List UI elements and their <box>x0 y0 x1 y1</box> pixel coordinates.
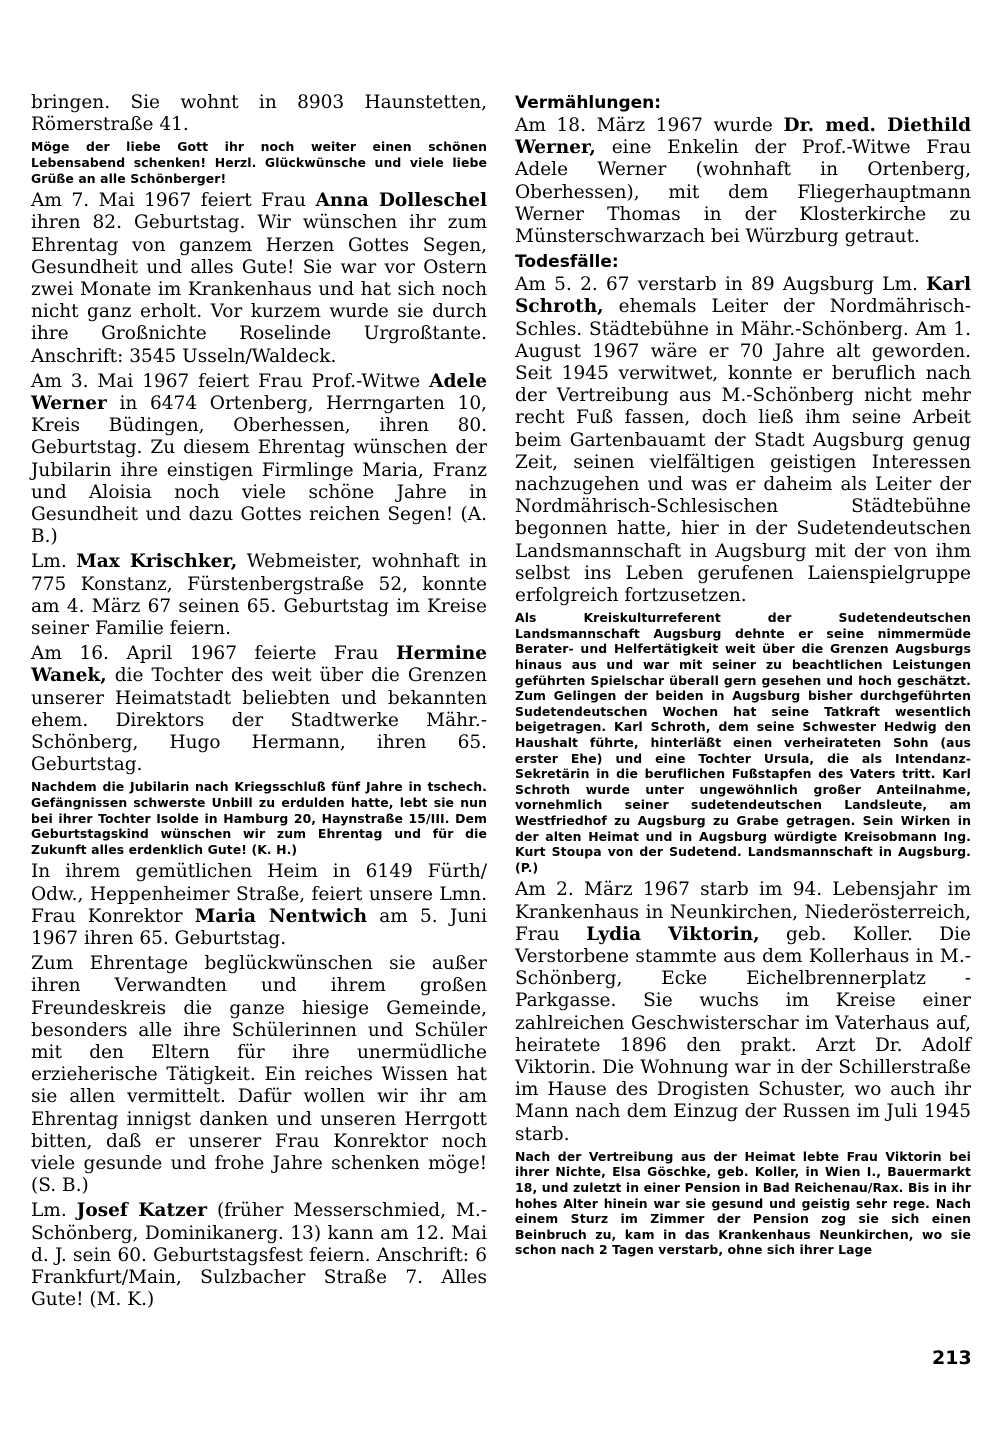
paragraph <box>515 879 971 1145</box>
name-bold: Josef Katzer <box>76 1200 208 1222</box>
small-print-paragraph <box>31 139 487 186</box>
text-run: Nachdem die Jubilarin nach Kriegsschluß fünf Jahre in tschech. Gefängnissen schwerste Unbill zu erdulden hatte, lebt sie nun bei ihrer Tochter Isolde in Hamburg 20, Haynstraße 15/III. Dem Geburtstagskind wünschen wir zum Ehrentag und für die Zukunft alles erdenklich Gute! (K. H.) <box>31 779 487 857</box>
text-run: Am 16. April 1967 feierte Frau <box>31 643 397 665</box>
text-run: In ihrem gemütlichen Heim in 6149 Fürth/ Odw., Heppenheimer Straße, feiert unsere Lmn. Frau Konrektor <box>31 861 487 927</box>
paragraph <box>31 371 487 549</box>
text-run: Vermählungen: <box>515 93 662 113</box>
text-run: Nach der Vertreibung aus der Heimat lebte Frau Viktorin bei ihrer Nichte, Elsa Göschke, geb. Koller, in Wien I., Bauermarkt 18, und zuletzt in einer Pension in Bad Reichenau/Rax. Bis in ihr hohes Alter hinein war sie gesund und geistig sehr rege. Nach einem Sturz im Zimmer der Pension zog sie sich einen Beinbruch zu, kam in das Krankenhaus Neunkirchen, wo sie schon nach 2 Tagen verstarb, ohne sich ihrer Lage <box>515 1148 971 1258</box>
section-heading <box>515 92 971 114</box>
text-run: Webmeister, wohnhaft in 775 Konstanz, Fürstenbergstraße 52, konnte am 4. März 67 seinen 65. Geburtstag im Kreise seiner Familie feiern. <box>31 551 487 640</box>
text-run: (früher Messerschmied, M.-Schönberg, Dominikanerg. 13) kann am 12. Mai d. J. sein 60. Geburtstagsfest feiern. Anschrift: 6 Frankfurt/Main, Sulzbacher Straße 7. Alles Gute! (M. K.) <box>31 1200 488 1311</box>
paragraph <box>31 861 487 950</box>
text-run: Am 2. März 1967 starb im 94. Lebensjahr im Krankenhaus in Neunkirchen, Niederösterreich, Frau <box>515 879 971 945</box>
right-column <box>515 92 971 1262</box>
name-bold: Dr. med. Diethild Werner, <box>515 115 971 159</box>
paragraph <box>31 953 487 1197</box>
paragraph <box>31 92 487 136</box>
left-column <box>31 92 487 1315</box>
name-bold: Maria Nentwich <box>194 905 368 927</box>
text-run: Am 7. Mai 1967 feiert Frau <box>31 190 316 212</box>
text-run: Lm. <box>31 551 77 573</box>
paragraph <box>31 643 487 776</box>
name-bold: Anna Dolleschel <box>315 190 487 212</box>
paragraph <box>31 190 487 368</box>
text-run: die Tochter des weit über die Grenzen unserer Heimatstadt beliebten und bekannten ehem. Direktors der Stadtwerke Mähr.-Schönberg, Hugo Hermann, ihren 65. Geburtstag. <box>31 665 487 776</box>
name-bold: Adele Werner <box>31 370 487 415</box>
small-print-paragraph <box>515 1149 971 1258</box>
name-bold: Hermine Wanek, <box>31 643 487 687</box>
section-heading <box>515 251 971 273</box>
text-run: Todesfälle: <box>515 252 619 273</box>
text-run: Am 18. März 1967 wurde <box>515 115 784 136</box>
paragraph <box>31 1200 487 1311</box>
name-bold: Lydia Viktorin, <box>586 923 760 945</box>
text-run: ihren 82. Geburtstag. Wir wünschen ihr zum Ehrentag von ganzem Herzen Gottes Segen, Gesundheit und alles Gute! Sie war vor Ostern zwei Monate im Krankenhaus und hat sich noch nicht ganz erholt. Vor kurzem wurde sie durch ihre Großnichte Roselinde Urgroßtante. Anschrift: 3545 Usseln/Waldeck. <box>31 212 487 367</box>
paragraph <box>515 115 971 248</box>
small-print-paragraph <box>31 779 487 857</box>
text-run: geb. Koller. Die Verstorbene stammte aus dem Kollerhaus in M.-Schönberg, Ecke Eichelbrennerplatz - Parkgasse. Sie wuchs im Kreise einer zahlreichen Geschwisterschar im Vaterhaus auf, heiratete 1896 den prakt. Arzt Dr. Adolf Viktorin. Die Wohnung war in der Schillerstraße im Hause des Drogisten Schuster, wo auch ihr Mann nach dem Einzug der Russen im Juli 1945 starb. <box>515 923 971 1145</box>
page-number: 213 <box>932 1347 972 1369</box>
text-run: in 6474 Ortenberg, Herrngarten 10, Kreis Büdingen, Oberhessen, ihren 80. Geburtstag. Zu diesem Ehrentag wünschen der Jubilarin ihre einstigen Firmlinge Maria, Franz und Aloisia noch viele schöne Jahre in Gesundheit und dazu Gottes reichen Segen! (A. B.) <box>31 393 487 548</box>
text-run: Möge der liebe Gott ihr noch weiter einen schönen Lebensabend schenken! Herzl. Glückwünsche und viele liebe Grüße an alle Schönberger! <box>31 139 487 186</box>
paragraph <box>515 274 971 607</box>
text-run: eine Enkelin der Prof.-Witwe Frau Adele Werner (wohnhaft in Ortenberg, Oberhessen), mit dem Fliegerhauptmann Werner Thomas in der Klosterkirche zu Münsterschwarzach bei Würzburg getraut. <box>515 137 971 248</box>
text-run: Zum Ehrentage beglückwünschen sie außer ihren Verwandten und ihrem großen Freundeskreis die ganze hiesige Gemeinde, besonders alle ihre Schülerinnen und Schüler mit den Eltern für ihre unermüdliche erzieherische Tätigkeit. Ein reiches Wissen hat sie allen vermittelt. Dafür wollen wir ihr am Ehrentag innigst danken und unseren Herrgott bitten, daß er unserer Frau Konrektor noch viele gesunde und frohe Jahre schenken möge! (S. B.) <box>31 953 487 1197</box>
text-run: Lm. <box>31 1200 77 1222</box>
text-run: bringen. Sie wohnt in 8903 Haunstetten, Römerstraße 41. <box>31 92 487 136</box>
small-print-paragraph <box>515 610 971 875</box>
paragraph <box>31 551 487 640</box>
text-run: Am 3. Mai 1967 feiert Frau Prof.-Witwe <box>31 370 430 392</box>
text-run: Am 5. 2. 67 verstarb in 89 Augsburg Lm. <box>515 274 927 296</box>
text-run: ehemals Leiter der Nordmährisch-Schles. Städtebühne in Mähr.-Schönberg. Am 1. August 1967 wäre er 70 Jahre alt geworden. Seit 1945 verwitwet, konnte er beruflich nach der Vertreibung aus M.-Schönberg nicht mehr recht Fuß fassen, doch ließ ihm seine Arbeit beim Gartenbauamt der Stadt Augsburg genug Zeit, seinen vielfältigen geistigen Interessen nachzugehen und was er daheim als Leiter der Nordmährisch-Schlesischen Städtebühne begonnen hatte, hier in der Sudetendeutschen Landsmannschaft in Augsburg mit der von ihm selbst ins Leben gerufenen Laienspielgruppe erfolgreich fortzusetzen. <box>515 296 971 607</box>
name-bold: Max Krischker, <box>76 551 238 573</box>
text-run: am 5. Juni 1967 ihren 65. Geburtstag. <box>31 905 488 950</box>
text-run: Als Kreiskulturreferent der Sudetendeutschen Landsmannschaft Augsburg dehnte er seine nimmermüde Berater- und Helfertätigkeit weit über die Grenzen Augsburgs hinaus aus und war mit seiner zu beachtlichen Leistungen geführten Spielschar überall gern gesehen und hoch geschätzt. Zum Gelingen der beiden in Augsburg bisher durchgeführten Sudetendeutschen Wochen hat seine Tatkraft wesentlich beigetragen. Karl Schroth, dem seine Schwester Hedwig den Haushalt führte, hinterläßt einen verheirateten Sohn (aus erster Ehe) und eine Tochter Ursula, die als Intendanz-Sekretärin in die beruflichen Fußstapfen des Vaters tritt. Karl Schroth wurde unter ungewöhnlich großer Anteilnahme, vornehmlich seiner sudetendeutschen Landsleute, am Westfriedhof zu Augsburg zu Grabe getragen. Sein Wirken in der alten Heimat und in Augsburg würdigte Kreisobmann Ing. Kurt Stoupa von der Sudetend. Landsmannschaft in Augsburg. (P.) <box>515 610 971 875</box>
name-bold: Karl Schroth, <box>515 274 971 318</box>
